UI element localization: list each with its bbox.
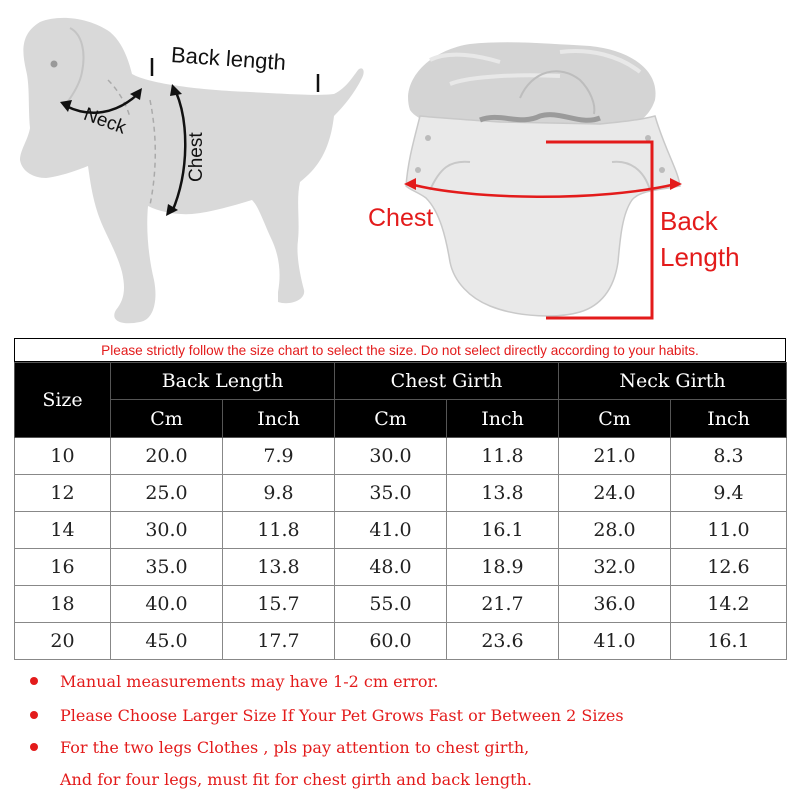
table-cell: 16.1 (447, 512, 559, 549)
unit-header: Inch (223, 400, 335, 438)
unit-header: Inch (447, 400, 559, 438)
table-row (15, 586, 787, 623)
table-cell: 16 (15, 549, 111, 586)
table-cell: 24.0 (559, 475, 671, 512)
table-cell: 20 (15, 623, 111, 660)
coat-illustration (406, 42, 680, 316)
chest-girth-header: Chest Girth (335, 363, 559, 400)
table-cell: 41.0 (559, 623, 671, 660)
table-cell: 18.9 (447, 549, 559, 586)
table-cell: 21.7 (447, 586, 559, 623)
unit-header: Inch (671, 400, 787, 438)
table-cell: 32.0 (559, 549, 671, 586)
back-label-line1: Back (660, 206, 718, 236)
table-cell: 14.2 (671, 586, 787, 623)
table-cell: 13.8 (447, 475, 559, 512)
bullet-dot-icon (30, 743, 38, 751)
size-chart-table (14, 362, 787, 660)
unit-header: Cm (559, 400, 671, 438)
table-cell: 40.0 (111, 586, 223, 623)
illustration-area (0, 0, 800, 335)
table-cell: 12.6 (671, 549, 787, 586)
table-cell: 13.8 (223, 549, 335, 586)
note-text: Please Choose Larger Size If Your Pet Grows Fast or Between 2 Sizes (60, 706, 624, 725)
table-cell: 11.8 (447, 438, 559, 475)
table-cell: 16.1 (671, 623, 787, 660)
table-cell: 9.8 (223, 475, 335, 512)
table-cell: 41.0 (335, 512, 447, 549)
table-cell: 7.9 (223, 438, 335, 475)
table-cell: 15.7 (223, 586, 335, 623)
table-cell: 18 (15, 586, 111, 623)
note-text: Manual measurements may have 1-2 cm error. (60, 672, 439, 691)
chest-label-coat: Chest (368, 204, 434, 232)
table-row (15, 623, 787, 660)
note-item (30, 672, 438, 691)
table-cell: 10 (15, 438, 111, 475)
table-cell: 48.0 (335, 549, 447, 586)
unit-header: Cm (111, 400, 223, 438)
size-notice: Please strictly follow the size chart to select the size. Do not select directly according to your habits. (14, 338, 786, 362)
unit-header: Cm (335, 400, 447, 438)
chest-label-dog: Chest (186, 132, 207, 182)
note-item (30, 706, 624, 725)
note-item (30, 738, 529, 757)
table-cell: 17.7 (223, 623, 335, 660)
table-row (15, 512, 787, 549)
size-header: Size (15, 363, 111, 438)
table-cell: 11.0 (671, 512, 787, 549)
table-cell: 20.0 (111, 438, 223, 475)
table-row (15, 549, 787, 586)
note-text: And for four legs, must fit for chest girth and back length. (60, 770, 532, 789)
table-cell: 23.6 (447, 623, 559, 660)
note-text: For the two legs Clothes , pls pay attention to chest girth, (60, 738, 530, 757)
table-cell: 28.0 (559, 512, 671, 549)
back-label-line2: Length (660, 242, 740, 272)
measurement-illustration (0, 0, 800, 335)
back-length-label: Back length (170, 42, 287, 75)
table-cell: 8.3 (671, 438, 787, 475)
table-cell: 25.0 (111, 475, 223, 512)
table-cell: 60.0 (335, 623, 447, 660)
table-cell: 14 (15, 512, 111, 549)
table-cell: 45.0 (111, 623, 223, 660)
neck-girth-header: Neck Girth (559, 363, 787, 400)
table-cell: 30.0 (335, 438, 447, 475)
table-cell: 11.8 (223, 512, 335, 549)
bullet-dot-icon (30, 677, 38, 685)
table-row (15, 438, 787, 475)
table-cell: 21.0 (559, 438, 671, 475)
table-cell: 36.0 (559, 586, 671, 623)
table-row (15, 475, 787, 512)
table-cell: 35.0 (335, 475, 447, 512)
table-cell: 30.0 (111, 512, 223, 549)
neck-label: Neck (80, 104, 129, 139)
table-cell: 12 (15, 475, 111, 512)
back-length-label-coat (660, 203, 740, 275)
note-item-continued (60, 770, 532, 789)
table-cell: 55.0 (335, 586, 447, 623)
table-cell: 9.4 (671, 475, 787, 512)
back-length-header: Back Length (111, 363, 335, 400)
table-cell: 35.0 (111, 549, 223, 586)
bullet-dot-icon (30, 711, 38, 719)
